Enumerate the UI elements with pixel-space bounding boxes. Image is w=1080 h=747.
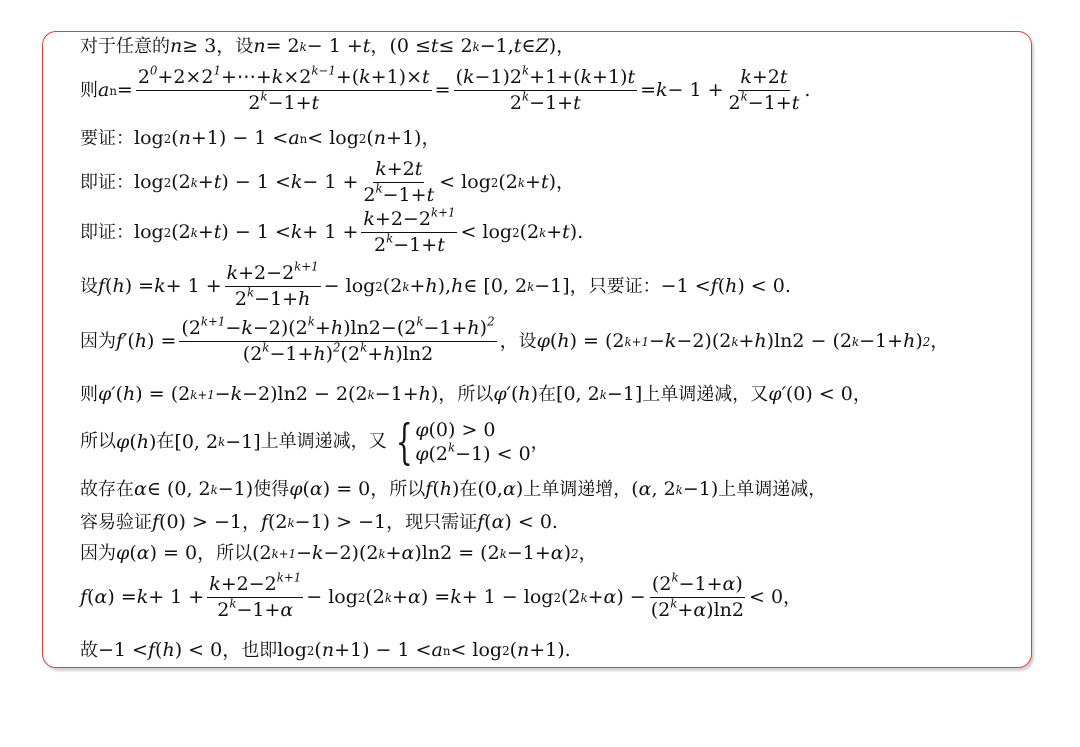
- fraction: $\frac{2^0+2\times 2^1+\cdots+k\times 2^{k-1}+(k+1)\times t}{2^k-1+t}$: [137, 63, 430, 114]
- proof-line-11: 容易验证 f (0) > −1， f (2 k −1) > −1， 现只需证 f ( α ) < 0.: [80, 511, 558, 533]
- proof-line-5: 即证： log 2 (2 k + t ) − 1 < k + 1 + $\frac{k+2-2^{k+1}}{2^k-1+t}$ < log 2 (2 k + t ).: [80, 205, 584, 256]
- proof-line-14: 故 −1 < f ( h ) < 0， 也即 log 2 ( n +1) − 1 < a n < log 2 ( n +1).: [80, 639, 571, 661]
- proof-line-4: 即证： log 2 (2 k + t ) − 1 < k − 1 + $\frac{k+2t}{2^k-1+t}$ < log 2 (2 k + t )，: [80, 158, 575, 206]
- proof-line-6: 设 f ( h ) = k + 1 + $\frac{k+2-2^{k+1}}{2^k-1+h}$ − log 2 (2 k + h ), h ∈ [0, 2 k −1]， 只要证： −1 < f ( h ) < 0.: [80, 259, 791, 310]
- fraction: $\frac{k+2-2^{k+1}}{2^k-1+\alpha}$: [209, 570, 302, 621]
- fraction: $\frac{(2^k-1+\alpha)}{(2^k+\alpha)\ln 2}$: [650, 570, 744, 621]
- fraction: $\frac{k+2t}{2^k-1+t}$: [728, 66, 800, 114]
- proof-line-10: 故存在 α ∈ (0, 2 k −1) 使得 φ ( α ) = 0， 所以 f ( h ) 在 (0, α ) 上单调递增， ( α , 2 k −1) 上单调递减，: [80, 478, 827, 500]
- proof-line-2: 则 a n = $\frac{2^0+2\times 2^1+\cdots+k\times 2^{k-1}+(k+1)\times t}{2^k-1+t}$ = $\frac{(k-1)2^k+1+(k+1)t}{2^k-1+t}$ = k − 1 + $\frac{k+2t}{2^k-1+t}$ .: [80, 63, 811, 114]
- proof-line-9: 所以 φ ( h ) 在 [0, 2 k −1] 上单调递减，又 { φ(0) > 0 $\varphi(2^k-1) < 0$ ，: [80, 414, 550, 470]
- proof-line-7: 因为 f′ ( h ) = $\frac{(2^{k+1}-k-2)(2^k+h)\ln 2-(2^k-1+h)^2}{(2^k-1+h)^2(2^k+h)\ln 2}$ ， 设 φ ( h ) = (2 k+1 − k −2)(2 k + h )ln2 − (2 k −1+ h ) 2 ，: [80, 314, 950, 365]
- fraction: $\frac{k+2-2^{k+1}}{2^k-1+h}$: [226, 259, 319, 310]
- proof-line-8: 则 φ′ ( h ) = (2 k+1 − k −2)ln2 − 2(2 k −1+ h )， 所以 φ′ ( h ) 在 [0, 2 k −1] 上单调递减，又 φ′ (0) < 0，: [80, 383, 872, 405]
- proof-line-12: 因为 φ ( α ) = 0， 所以 (2 k+1 − k −2)(2 k + α )ln2 = (2 k −1+ α ) 2 ，: [80, 542, 598, 564]
- fraction: $\frac{k+2-2^{k+1}}{2^k-1+t}$: [363, 205, 456, 256]
- fraction: $\frac{(2^{k+1}-k-2)(2^k+h)\ln 2-(2^k-1+h)^2}{(2^k-1+h)^2(2^k+h)\ln 2}$: [181, 314, 495, 365]
- proof-line-3: 要证： log 2 ( n +1) − 1 < a n < log 2 ( n +1)，: [80, 127, 441, 149]
- fraction: $\frac{(k-1)2^k+1+(k+1)t}{2^k-1+t}$: [455, 63, 636, 114]
- proof-line-1: 对于任意的 n ≥ 3， 设 n = 2 k − 1 + t ， (0 ≤ t ≤ 2 k −1, t ∈ Z )，: [80, 35, 576, 57]
- proof-line-13: f ( α ) = k + 1 + $\frac{k+2-2^{k+1}}{2^k-1+\alpha}$ − log 2 (2 k + α ) = k + 1 − log 2 (2 k + α ) − $\frac{(2^k-1+\alpha)}{(2^k+\alpha)\ln 2}$ < 0，: [80, 570, 803, 621]
- cases-brace: { φ(0) > 0 $\varphi(2^k-1) < 0$: [395, 414, 531, 470]
- fraction: $\frac{k+2t}{2^k-1+t}$: [363, 158, 435, 206]
